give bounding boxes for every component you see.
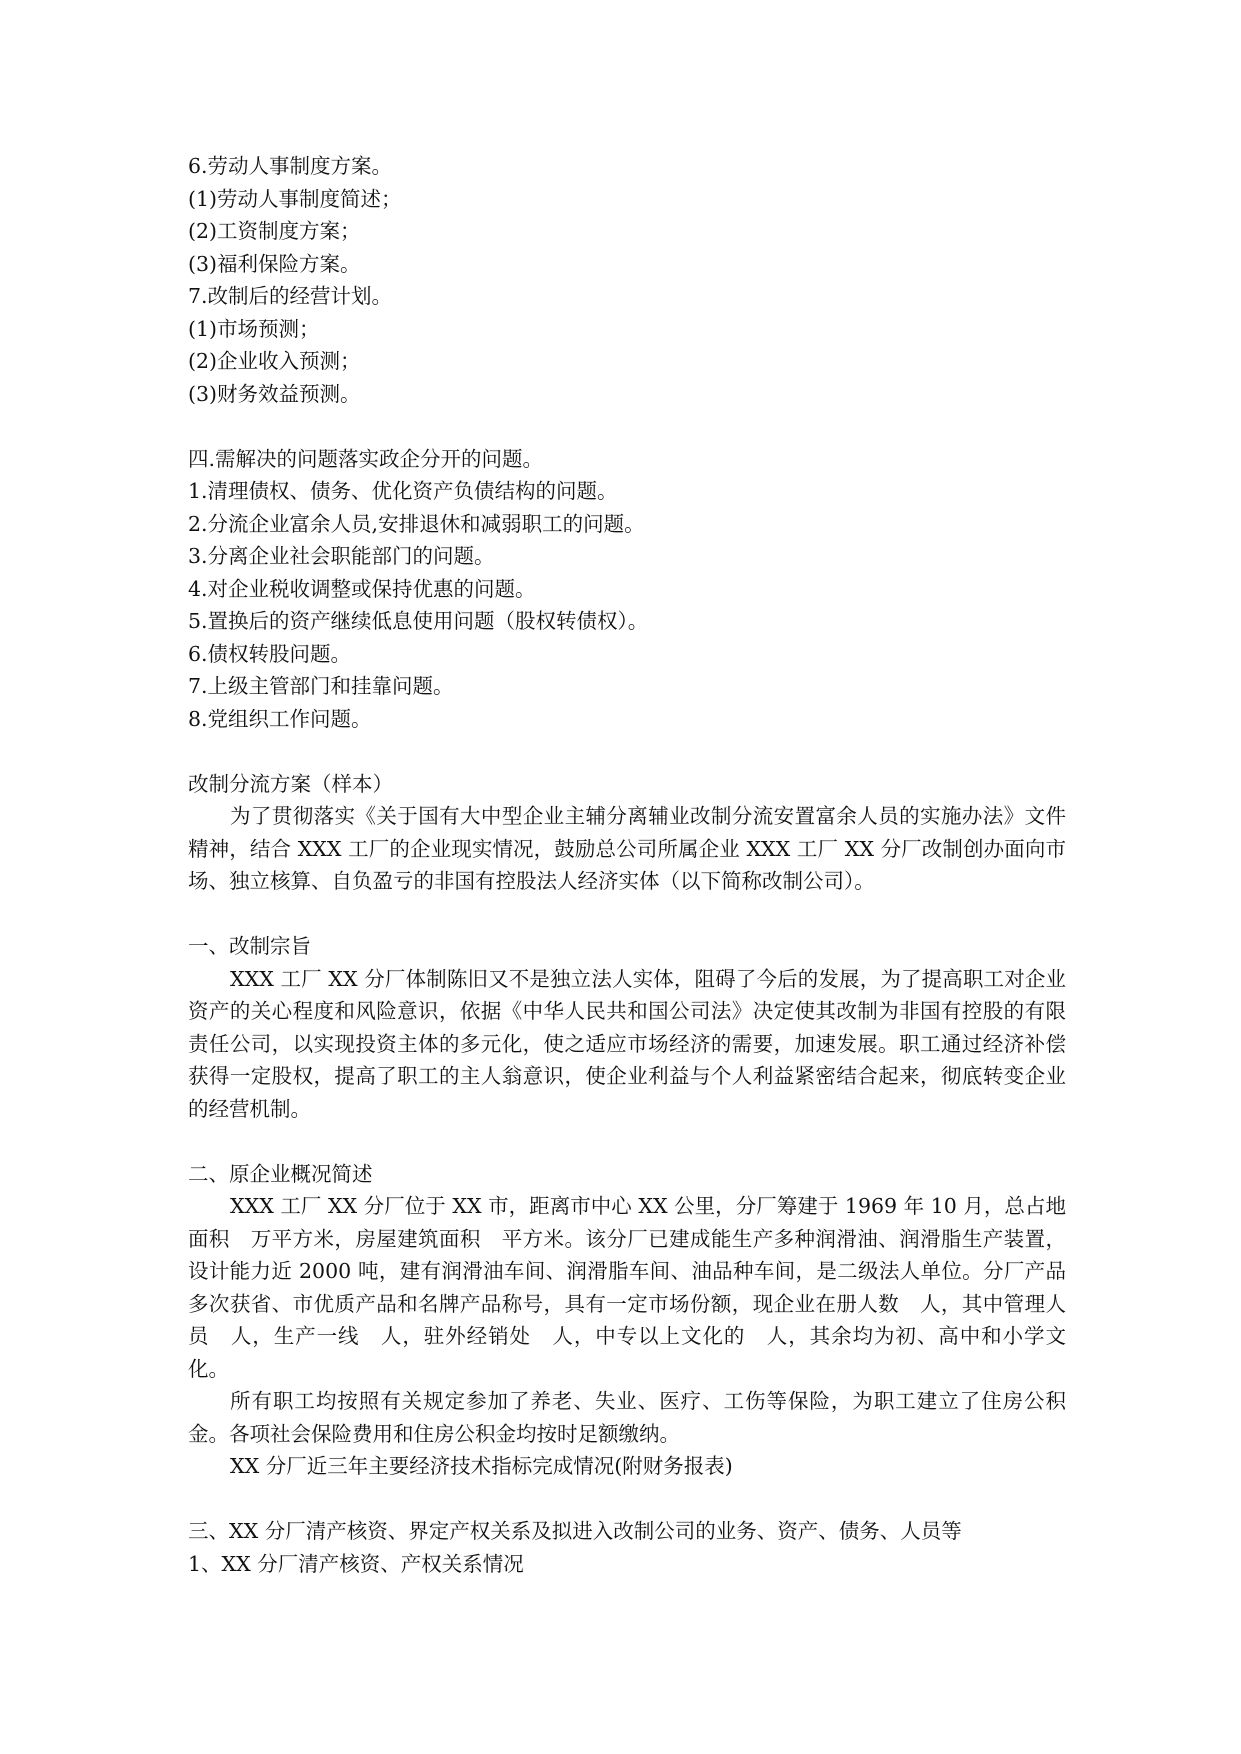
section-heading-labor: 6.劳动人事制度方案。 bbox=[188, 154, 393, 178]
spacer bbox=[188, 1125, 1066, 1158]
assets-subheading: 1、XX 分厂清产核资、产权关系情况 bbox=[188, 1551, 524, 1576]
sample-title: 改制分流方案（样本） bbox=[188, 771, 393, 796]
list-item: (1)劳动人事制度简述； bbox=[188, 186, 402, 211]
overview-heading: 二、原企业概况简述 bbox=[188, 1161, 373, 1186]
spacer bbox=[188, 1483, 1066, 1516]
list-item: (2)企业收入预测； bbox=[188, 349, 361, 373]
sample-intro-paragraph: 为了贯彻落实《关于国有大中型企业主辅分离辅业改制分流安置富余人员的实施办法》文件精神，结合 XXX 工厂的企业现实情况，鼓励总公司所属企业 XXX 工厂 XX 分厂改制创办面向市场、独立核算、自负盈亏的非国有控股法人经济实体（以下简称改制公司）。 bbox=[188, 804, 1066, 893]
purpose-heading: 一、改制宗旨 bbox=[188, 934, 311, 958]
document-body bbox=[188, 150, 1066, 1580]
list-item: 3.分离企业社会职能部门的问题。 bbox=[188, 544, 495, 568]
purpose-paragraph: XXX 工厂 XX 分厂体制陈旧又不是独立法人实体，阻碍了今后的发展，为了提高职工对企业资产的关心程度和风险意识，依据《中华人民共和国公司法》决定使其改制为非国有控股的有限责任公司，以实现投资主体的多元化，使之适应市场经济的需要，加速发展。职工通过经济补偿获得一定股权，提高了职工的主人翁意识，使企业利益与个人利益紧密结合起来，彻底转变企业的经营机制。 bbox=[188, 966, 1066, 1121]
list-item: (2)工资制度方案； bbox=[188, 219, 361, 243]
list-item: 1.清理债权、债务、优化资产负债结构的问题。 bbox=[188, 479, 618, 503]
overview-paragraph: XX 分厂近三年主要经济技术指标完成情况(附财务报表) bbox=[230, 1454, 733, 1478]
section-heading-issues: 四.需解决的问题落实政企分开的问题。 bbox=[188, 446, 544, 471]
list-item: 6.债权转股问题。 bbox=[188, 641, 352, 666]
list-item: 7.上级主管部门和挂靠问题。 bbox=[188, 674, 454, 698]
spacer bbox=[188, 898, 1066, 931]
list-item: 5.置换后的资产继续低息使用问题（股权转债权）。 bbox=[188, 609, 649, 633]
section-heading-plan: 7.改制后的经营计划。 bbox=[188, 284, 393, 308]
assets-heading: 三、XX 分厂清产核资、界定产权关系及拟进入改制公司的业务、资产、债务、人员等 bbox=[188, 1519, 962, 1543]
list-item: 8.党组织工作问题。 bbox=[188, 706, 372, 731]
list-item: 2.分流企业富余人员,安排退休和减弱职工的问题。 bbox=[188, 511, 645, 536]
spacer bbox=[188, 735, 1066, 768]
list-item: (1)市场预测； bbox=[188, 316, 320, 341]
list-item: (3)福利保险方案。 bbox=[188, 251, 361, 276]
list-item: (3)财务效益预测。 bbox=[188, 381, 361, 406]
overview-paragraph: 所有职工均按照有关规定参加了养老、失业、医疗、工伤等保险，为职工建立了住房公积金。各项社会保险费用和住房公积金均按时足额缴纳。 bbox=[188, 1389, 1066, 1446]
spacer bbox=[188, 410, 1066, 443]
overview-paragraph: XXX 工厂 XX 分厂位于 XX 市，距离市中心 XX 公里，分厂筹建于 1969 年 10 月，总占地面积 万平方米，房屋建筑面积 平方米。该分厂已建成能生产多种润滑油、润滑脂生产装置，设计能力近 2000 吨，建有润滑油车间、润滑脂车间、油品种车间，是二级法人单位。分厂产品多次获省、市优质产品和名牌产品称号，具有一定市场份额，现企业在册人数 人，其中管理人员 人，生产一线 人，驻外经销处 人，中专以上文化的 人，其余均为初、高中和小学文化。 bbox=[188, 1194, 1066, 1381]
list-item: 4.对企业税收调整或保持优惠的问题。 bbox=[188, 576, 536, 601]
